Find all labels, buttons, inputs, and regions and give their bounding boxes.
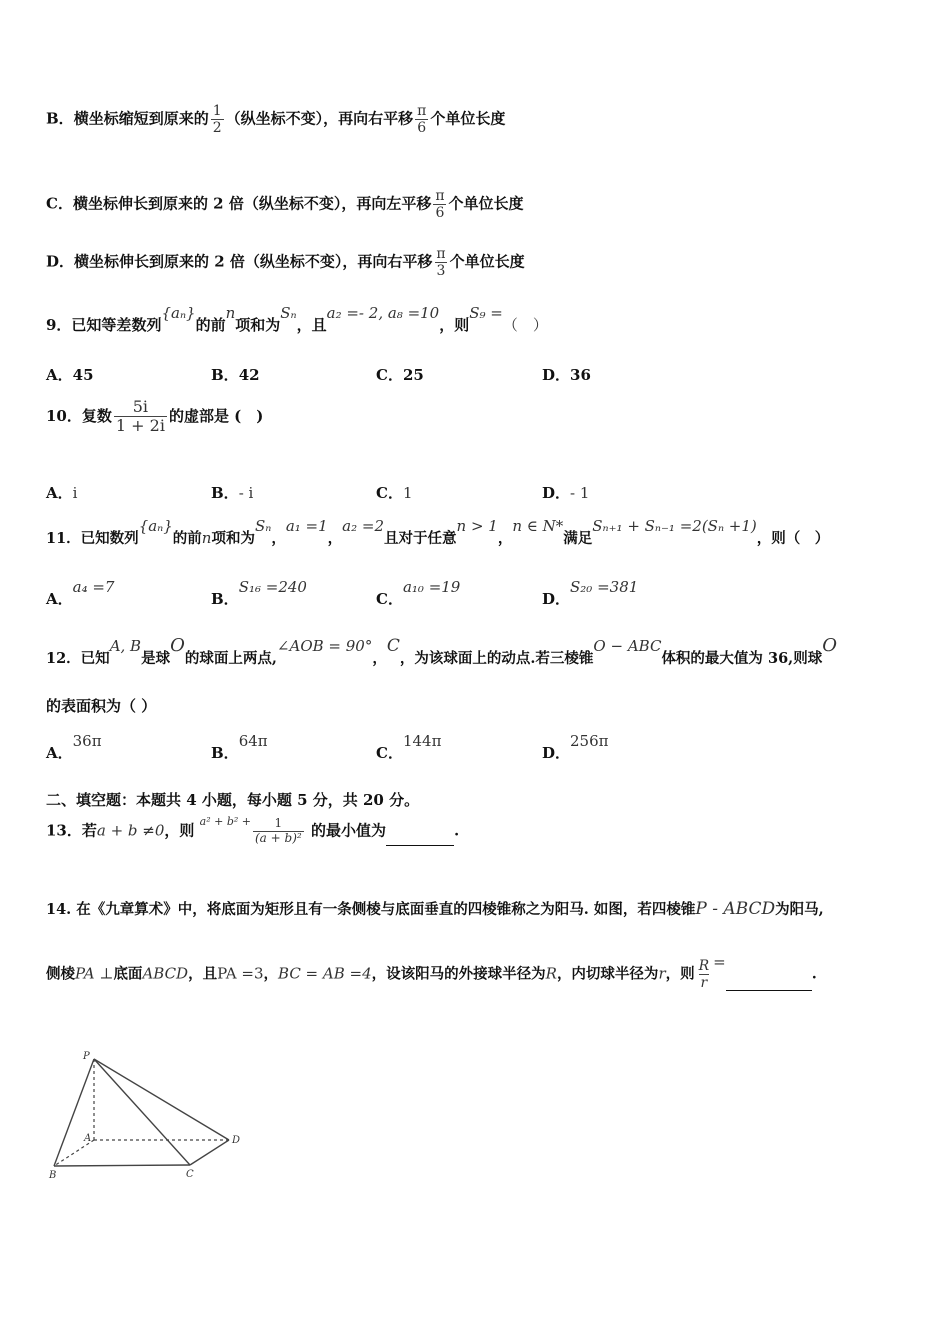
option-letter: C． — [46, 194, 73, 213]
fraction: $\frac{\pi}{3}$ — [436, 246, 446, 280]
q12-option-c: C．144π — [376, 732, 442, 762]
question-13: 13．若a + b ≠0，则 a² + b² + $\frac{1}{\text{(a + b)²}}$ 的最小值为 . — [46, 814, 460, 845]
q11-option-c: C．a₁₀ =19 — [376, 578, 461, 608]
option-text: 个单位长度 — [448, 194, 524, 213]
edge-pc — [94, 1059, 190, 1165]
answer-blank[interactable] — [726, 990, 812, 991]
option-text: 个单位长度 — [430, 109, 506, 128]
option-text: 个单位长度 — [449, 252, 525, 271]
label-a: A — [84, 1133, 92, 1144]
q10-option-c: C．1 — [376, 484, 413, 502]
q12-option-b: B．64π — [211, 732, 268, 762]
q13-expression: a² + b² + $\frac{1}{\text{(a + b)²}}$ — [199, 814, 302, 845]
q9-option-d: D．36 — [542, 366, 591, 384]
question-9: 9．已知等差数列{aₙ}的前n项和为Sₙ，且a₂ =- 2, a₈ =10，则S₉ =（ ） — [46, 304, 548, 334]
fraction: $\frac{5i}{1 + 2i}$ — [115, 397, 165, 436]
edge-bc — [54, 1165, 190, 1166]
edge-pb — [54, 1059, 94, 1166]
fraction: $\frac{R}{r}$ — [698, 958, 710, 992]
q10-option-a: A．i — [46, 484, 78, 502]
option-letter: D． — [46, 252, 75, 271]
q8-option-b — [46, 103, 505, 136]
option-text: 横坐标伸长到原来的 2 倍（纵坐标不变），再向右平移 — [74, 252, 433, 271]
q11-option-b: B．S₁₆ =240 — [211, 578, 307, 608]
label-p: P — [83, 1051, 90, 1062]
section-heading: 二、填空题：本题共 4 小题，每小题 5 分，共 20 分。 — [46, 791, 420, 809]
q10-option-b: B．- i — [211, 484, 254, 502]
question-14-cont: 侧棱PA ⊥底面ABCD，且PA =3，BC = AB =4，设该阳马的外接球半径为R，内切球半径为r，则 $\frac{R}{r}$ =. — [46, 952, 817, 992]
edge-cd — [190, 1140, 229, 1165]
q11-option-d: D．S₂₀ =381 — [542, 578, 639, 608]
label-c: C — [186, 1169, 194, 1180]
question-14: 14. 在《九章算术》中，将底面为矩形且有一条侧棱与底面垂直的四棱锥称之为阳马. 如图，若四棱锥P - ABCD为阳马, — [46, 899, 824, 919]
q9-option-b: B．42 — [211, 366, 260, 384]
option-text: 横坐标缩短到原来的 — [73, 109, 209, 128]
q8-option-c — [46, 188, 524, 221]
option-letter: B． — [46, 109, 74, 128]
label-d: D — [232, 1135, 241, 1146]
fraction: $\frac{\pi}{6}$ — [435, 188, 445, 222]
fraction: $\frac{1}{2}$ — [212, 103, 222, 137]
label-b: B — [49, 1170, 57, 1181]
question-12-cont: 的表面积为（ ） — [46, 697, 157, 715]
pyramid-figure — [40, 1045, 255, 1185]
q9-option-c: C．25 — [376, 366, 424, 384]
answer-blank[interactable] — [386, 845, 454, 846]
fraction: $\frac{\pi}{6}$ — [417, 103, 427, 137]
q8-option-d — [46, 246, 525, 279]
q12-option-a: A．36π — [46, 732, 102, 762]
q11-option-a: A．a₄ =7 — [46, 578, 115, 608]
edge-pd — [94, 1059, 229, 1140]
question-10: 10．复数 $\frac{5i}{1 + 2i}$ 的虚部是 ( ) — [46, 397, 264, 436]
q12-option-d: D．256π — [542, 732, 609, 762]
q9-option-a: A．45 — [46, 366, 94, 384]
q10-option-d: D．- 1 — [542, 484, 590, 502]
option-text: 横坐标伸长到原来的 2 倍（纵坐标不变），再向左平移 — [72, 194, 432, 213]
question-12: 12．已知A, B是球O的球面上两点,∠AOB = 90°，C，为该球面上的动点.若三棱锥O − ABC体积的最大值为 36,则球O — [46, 635, 837, 667]
question-11: 11．已知数列{aₙ}的前n项和为Sₙ，a₁ =1，a₂ =2且对于任意n > 1，n ∈ N*满足Sₙ₊₁ + Sₙ₋₁ =2(Sₙ +1)，则（ ） — [46, 517, 830, 547]
option-text: （纵坐标不变），再向右平移 — [225, 109, 414, 128]
